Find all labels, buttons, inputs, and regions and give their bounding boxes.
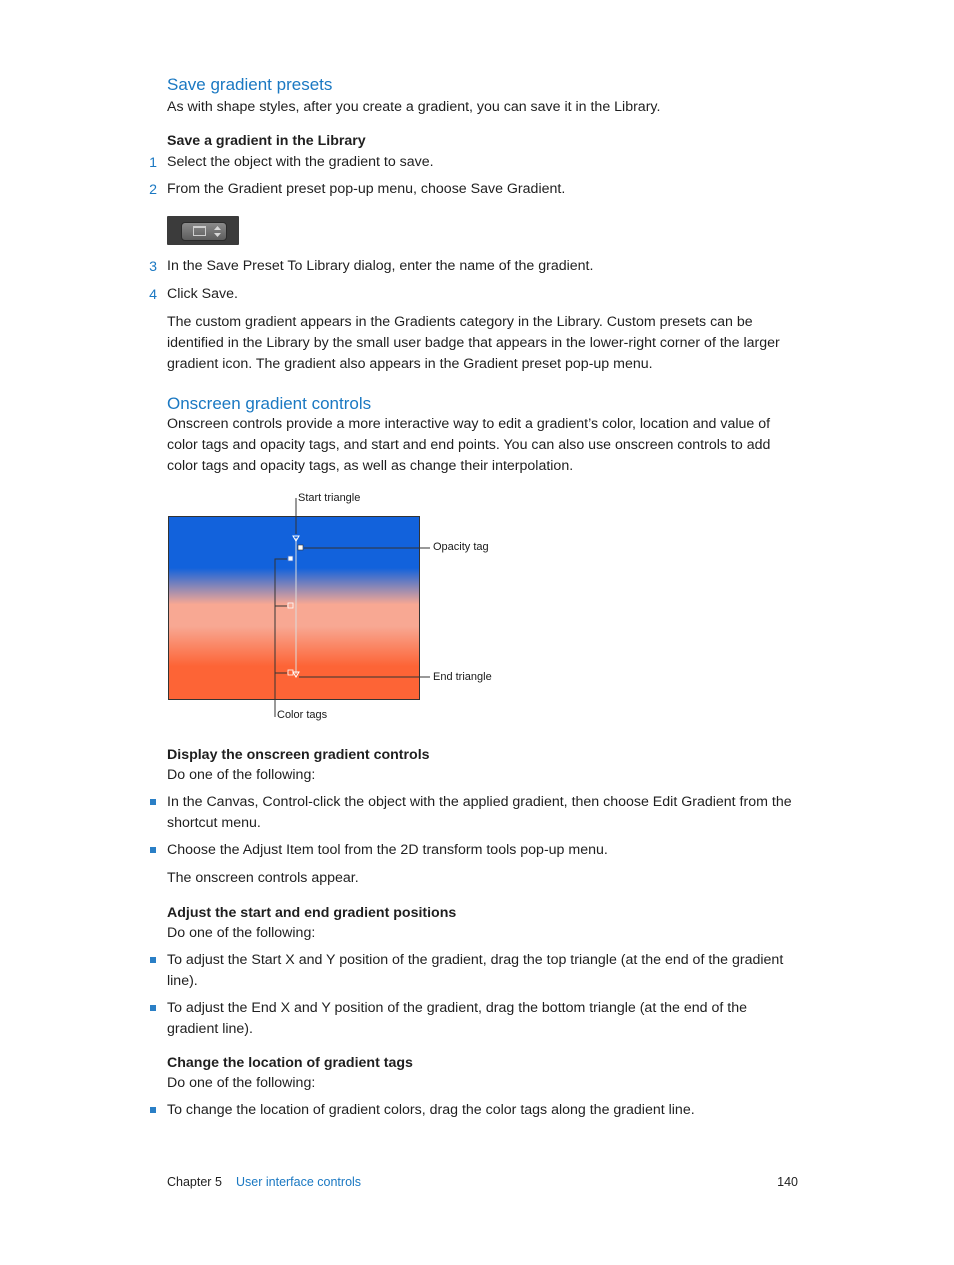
section-heading-onscreen-gradient-controls: Onscreen gradient controls: [167, 394, 372, 413]
bullet-text: To adjust the Start X and Y position of the gradient, drag the top triangle (at the end of the gradient line).: [167, 952, 784, 989]
section-intro: As with shape styles, after you create a gradient, you can save it in the Library.: [167, 99, 661, 115]
color-tag[interactable]: [288, 670, 293, 675]
opacity-tag[interactable]: [298, 545, 303, 550]
color-tag[interactable]: [288, 556, 293, 561]
callout-color-tags: Color tags: [277, 709, 328, 721]
folder-icon: [193, 226, 206, 236]
task-result: The onscreen controls appear.: [167, 870, 359, 886]
task-title: Display the onscreen gradient controls: [167, 747, 430, 763]
task-title: Save a gradient in the Library: [167, 133, 366, 149]
step-note: The custom gradient appears in the Gradients category in the Library. Custom presets can be identified in the Library by the small user badge that appears in the lower-right corner of the larger gradient icon. The gradient also appears in the Gradient preset pop-up menu.: [167, 314, 780, 372]
task-title: Change the location of gradient tags: [167, 1055, 413, 1071]
color-tag[interactable]: [288, 603, 293, 608]
gradient-preset-popup-icon[interactable]: [181, 222, 227, 241]
section-intro: Onscreen controls provide a more interactive way to edit a gradient’s color, location and value of color tags and opacity tags, and start and end points. You can also use onscreen controls to add color tags and opacity tags, as well as change their interpolation.: [167, 416, 771, 474]
step-number: 2: [149, 182, 157, 198]
bullet-marker: [150, 847, 156, 853]
page-number: 140: [777, 1175, 798, 1189]
callout-start-triangle: Start triangle: [298, 492, 361, 504]
footer-chapter-title-link[interactable]: User interface controls: [236, 1175, 362, 1189]
gradient-preset-popup-screenshot: [167, 216, 239, 245]
task-title: Adjust the start and end gradient positions: [167, 905, 457, 921]
bullet-text: To adjust the End X and Y position of the gradient, drag the bottom triangle (at the end of the gradient line).: [167, 1000, 747, 1037]
updown-arrows-icon: [214, 226, 221, 237]
step-text: Select the object with the gradient to save.: [167, 154, 434, 170]
bullet-marker: [150, 1005, 156, 1011]
step-text: Click Save.: [167, 286, 238, 302]
task-lead: Do one of the following:: [167, 925, 316, 941]
callout-opacity-tag: Opacity tag: [433, 541, 489, 553]
bullet-text: To change the location of gradient colors, drag the color tags along the gradient line.: [167, 1102, 695, 1118]
step-text: From the Gradient preset pop-up menu, choose Save Gradient.: [167, 181, 566, 197]
task-lead: Do one of the following:: [167, 767, 316, 783]
footer-chapter: Chapter 5: [167, 1175, 222, 1189]
step-number: 1: [149, 155, 157, 171]
bullet-text: Choose the Adjust Item tool from the 2D transform tools pop-up menu.: [167, 842, 608, 858]
gradient-controls-figure: [167, 488, 507, 728]
bullet-marker: [150, 957, 156, 963]
task-lead: Do one of the following:: [167, 1075, 316, 1091]
step-text: In the Save Preset To Library dialog, enter the name of the gradient.: [167, 258, 594, 274]
bullet-text: In the Canvas, Control-click the object with the applied gradient, then choose Edit Gradient from the shortcut menu.: [167, 794, 792, 831]
bullet-marker: [150, 799, 156, 805]
callout-end-triangle: End triangle: [433, 671, 492, 683]
gradient-controls-overlay: [167, 488, 507, 728]
bullet-marker: [150, 1107, 156, 1113]
step-number: 3: [149, 259, 157, 275]
section-heading-save-gradient-presets: Save gradient presets: [167, 75, 333, 94]
step-number: 4: [149, 287, 157, 303]
color-tags-leader: [275, 559, 287, 717]
